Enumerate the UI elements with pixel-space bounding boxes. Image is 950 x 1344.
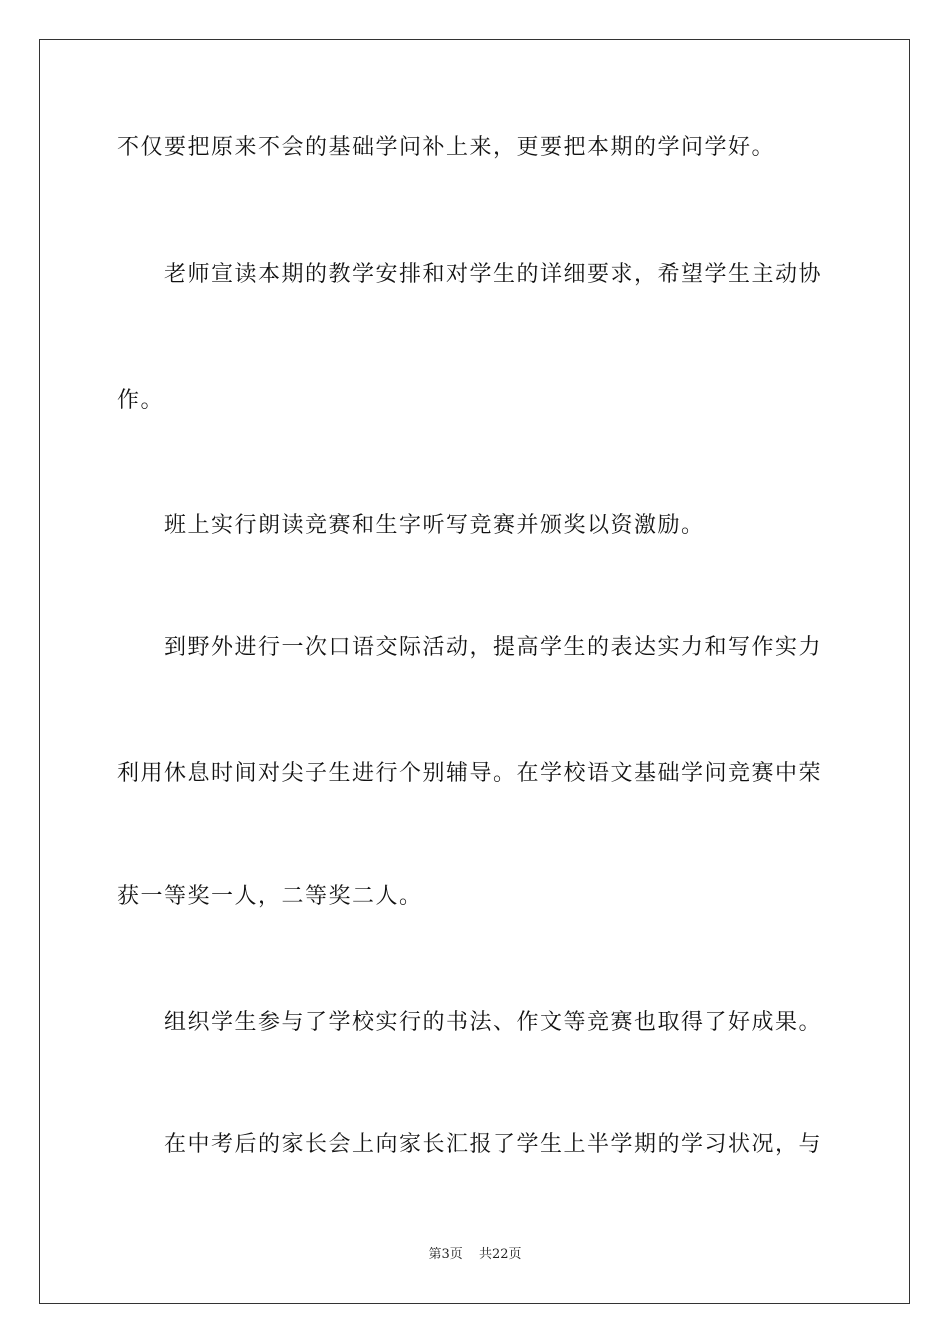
- page-total: 共22页: [478, 1247, 522, 1262]
- page-footer: [0, 1246, 950, 1264]
- text-line-1: 不仅要把原来不会的基础学问补上来，更要把本期的学问学好。: [117, 135, 776, 160]
- text-line-6: 利用休息时间对尖子生进行个别辅导。在学校语文基础学问竞赛中荣: [117, 761, 823, 786]
- text-line-8: 组织学生参与了学校实行的书法、作文等竞赛也取得了好成果。: [164, 1010, 823, 1035]
- page-border: [39, 39, 910, 1304]
- page-number: 第3页: [428, 1247, 463, 1262]
- text-line-7: 获一等奖一人，二等奖二人。: [117, 884, 423, 909]
- text-line-3: 作。: [117, 388, 165, 413]
- text-line-4: 班上实行朗读竞赛和生字听写竞赛并颁奖以资激励。: [164, 513, 705, 538]
- text-line-5: 到野外进行一次口语交际活动，提高学生的表达实力和写作实力: [164, 635, 823, 660]
- text-line-2: 老师宣读本期的教学安排和对学生的详细要求，希望学生主动协: [164, 262, 823, 287]
- text-line-9: 在中考后的家长会上向家长汇报了学生上半学期的学习状况，与: [164, 1132, 823, 1157]
